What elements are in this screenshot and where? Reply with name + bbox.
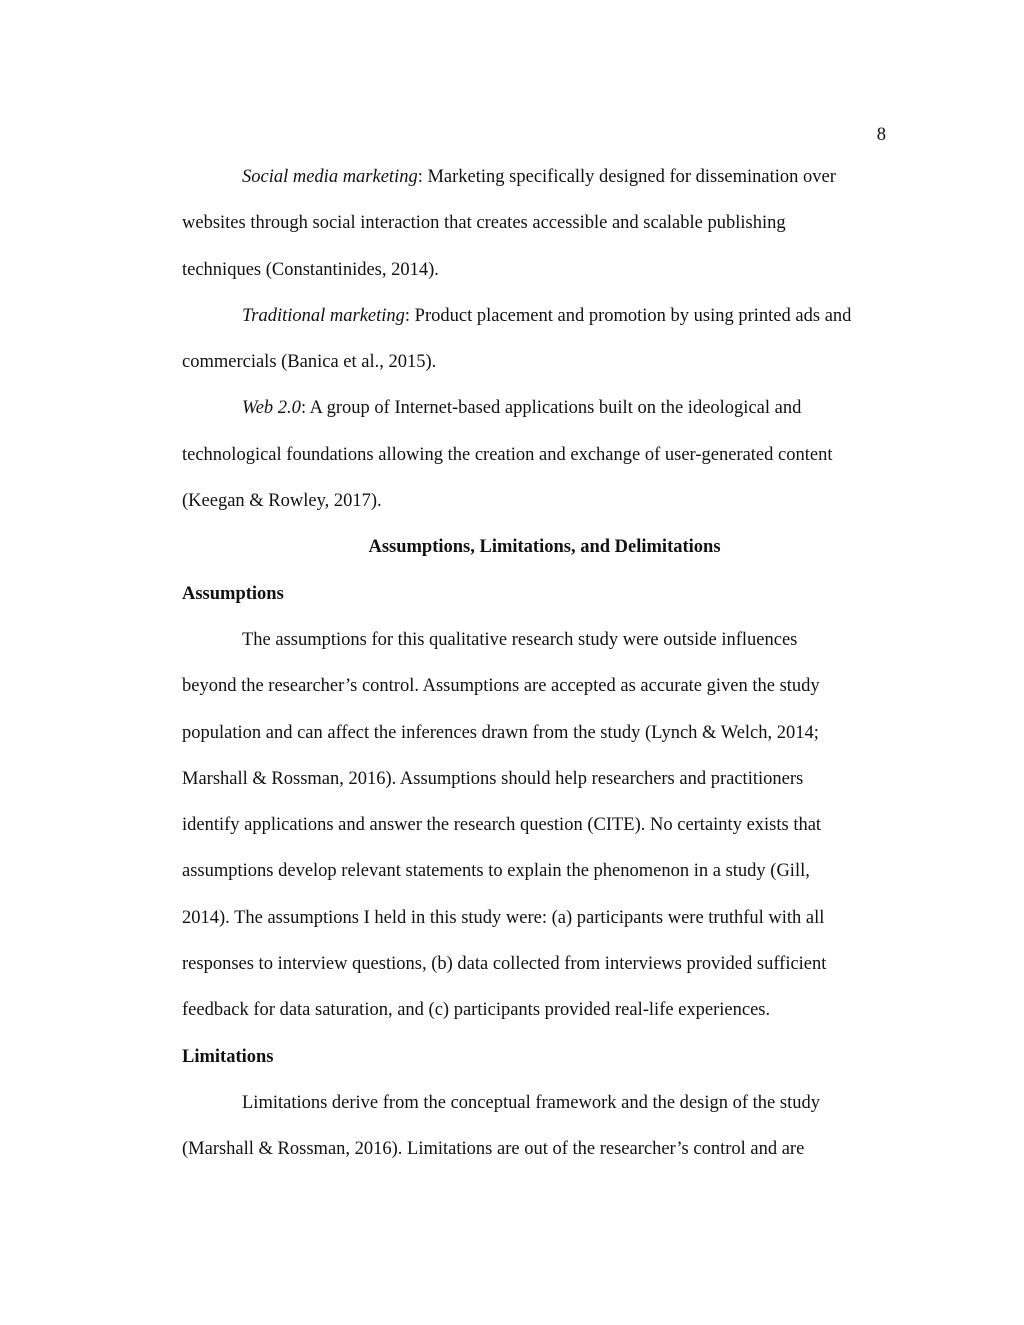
definition-traditional-marketing (182, 293, 907, 386)
paragraph-line: beyond the researcher’s control. Assumptions are accepted as accurate given the study (182, 676, 820, 697)
definition-term: Traditional marketing (242, 305, 405, 326)
definition-social-media-marketing (182, 154, 907, 293)
paragraph-line: techniques (Constantinides, 2014). (182, 259, 439, 280)
paragraph-line: (Keegan & Rowley, 2017). (182, 491, 382, 512)
paragraph-line (182, 385, 907, 431)
definition-term: Web 2.0 (242, 398, 301, 419)
paragraph-line: identify applications and answer the research question (CITE). No certainty exists that (182, 815, 822, 836)
paragraph-line: responses to interview questions, (b) data collected from interviews provided sufficient (182, 954, 827, 975)
paragraph-line: Marshall & Rossman, 2016). Assumptions should help researchers and practitioners (182, 768, 804, 789)
assumptions-heading: Assumptions (182, 583, 284, 604)
section-heading: Assumptions, Limitations, and Delimitations (368, 537, 721, 558)
paragraph-line: assumptions develop relevant statements to explain the phenomenon in a study (Gill, (182, 861, 810, 882)
paragraph-line: feedback for data saturation, and (c) participants provided real-life experiences. (182, 1000, 771, 1021)
assumptions-paragraph (182, 617, 907, 1034)
paragraph-line: Limitations derive from the conceptual framework and the design of the study (242, 1092, 820, 1113)
paragraph-line: The assumptions for this qualitative research study were outside influences (242, 629, 798, 650)
paragraph-line: technological foundations allowing the creation and exchange of user-generated content (182, 444, 833, 465)
document-body (182, 154, 907, 1173)
definition-text: : Product placement and promotion by using printed ads and (404, 305, 852, 326)
definition-web-2-0 (182, 385, 907, 524)
paragraph-line: population and can affect the inferences drawn from the study (Lynch & Welch, 2014; (182, 722, 819, 743)
page-number: 8 (876, 125, 886, 145)
limitations-paragraph (182, 1080, 907, 1173)
paragraph-line (182, 154, 907, 200)
definition-term: Social media marketing (242, 167, 418, 187)
paragraph-line (182, 293, 907, 339)
limitations-heading: Limitations (182, 1046, 274, 1067)
definition-text: : Marketing specifically designed for dissemination over (417, 167, 836, 187)
paragraph-line: commercials (Banica et al., 2015). (182, 352, 437, 373)
paragraph-line: websites through social interaction that creates accessible and scalable publishing (182, 213, 786, 234)
paragraph-line: (Marshall & Rossman, 2016). Limitations are out of the researcher’s control and are (182, 1139, 805, 1160)
paragraph-line: 2014). The assumptions I held in this study were: (a) participants were truthful with all (182, 907, 825, 928)
definition-text: : A group of Internet-based applications built on the ideological and (300, 398, 802, 419)
